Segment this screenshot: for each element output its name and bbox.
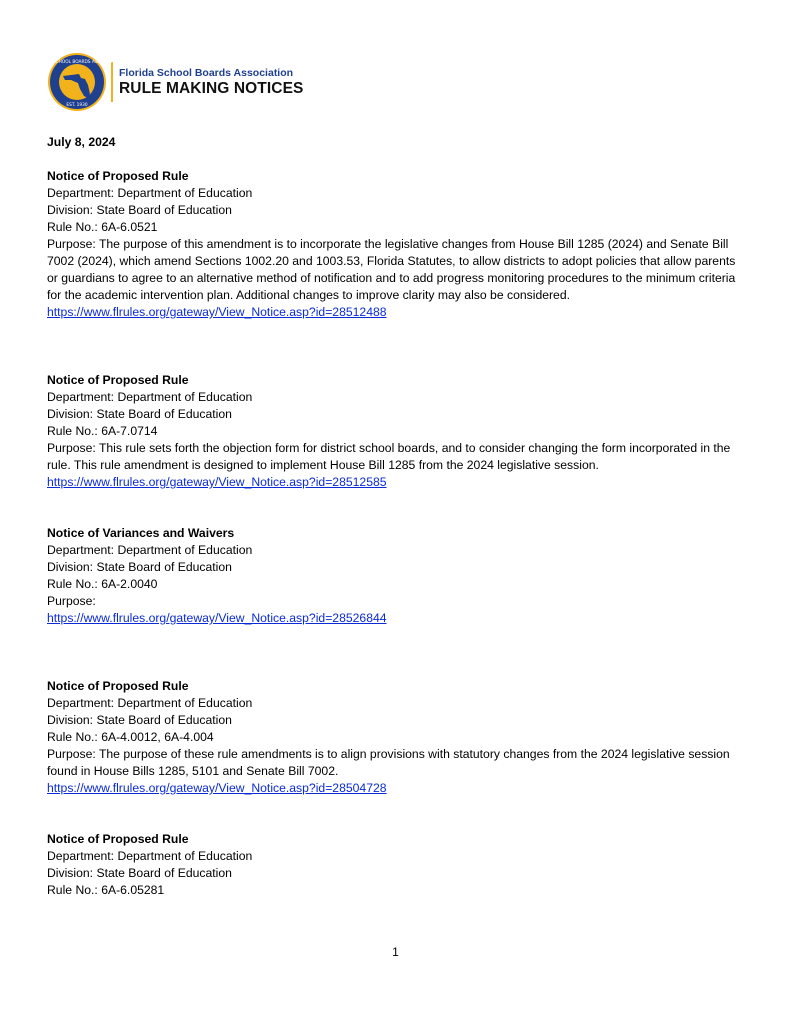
notice-division: Division: State Board of Education	[47, 407, 232, 421]
seal-established-text: EST. 1930	[66, 103, 88, 108]
notice-purpose: Purpose: The purpose of this amendment is to incorporate the legislative changes from House Bill 1285 (2024) and Senate Bill 7002 (2024), which amend Sections 1002.20 and 1003.53, Florida Statutes, to allow districts to adopt policies that allow parents or guardians to agree to an alternative method of notification and to add progress monitoring procedures to the minimum criteria for the academic intervention plan. Additional changes to improve clarity may also be considered.	[47, 237, 736, 302]
notices-content	[47, 134, 747, 899]
notice-department: Department: Department of Education	[47, 186, 253, 200]
notice-division: Division: State Board of Education	[47, 560, 232, 574]
notice-title: Notice of Proposed Rule	[47, 169, 189, 183]
brand-block	[111, 62, 303, 102]
document-title: RULE MAKING NOTICES	[119, 79, 304, 97]
notice-purpose: Purpose:	[47, 594, 96, 608]
notice-department: Department: Department of Education	[47, 696, 253, 710]
notice-date: July 8, 2024	[47, 135, 116, 149]
notice-rule-number: Rule No.: 6A-6.05281	[47, 883, 165, 897]
header	[32, 52, 304, 112]
notice-title: Notice of Proposed Rule	[47, 373, 189, 387]
notice-department: Department: Department of Education	[47, 543, 253, 557]
notice-department: Department: Department of Education	[47, 390, 253, 404]
notice-item	[47, 525, 747, 627]
notice-item	[47, 372, 747, 491]
notice-link[interactable]: https://www.flrules.org/gateway/View_Notice.asp?id=28512585	[47, 475, 387, 489]
notice-rule-number: Rule No.: 6A-4.0012, 6A-4.004	[47, 730, 214, 744]
notice-purpose: Purpose: This rule sets forth the objection form for district school boards, and to consider changing the form incorporated in the rule. This rule amendment is designed to implement House Bill 1285 from the 2024 legislative session.	[47, 441, 731, 472]
notice-rule-number: Rule No.: 6A-7.0714	[47, 424, 158, 438]
notice-rule-number: Rule No.: 6A-2.0040	[47, 577, 158, 591]
notice-title: Notice of Variances and Waivers	[47, 526, 235, 540]
notice-division: Division: State Board of Education	[47, 866, 232, 880]
notice-title: Notice of Proposed Rule	[47, 679, 189, 693]
notice-division: Division: State Board of Education	[47, 203, 232, 217]
page-number: 1	[392, 945, 399, 959]
fsba-seal-logo	[32, 52, 122, 112]
notice-link[interactable]: https://www.flrules.org/gateway/View_Notice.asp?id=28512488	[47, 305, 387, 319]
notice-rule-number: Rule No.: 6A-6.0521	[47, 220, 158, 234]
notice-item	[47, 678, 747, 797]
notice-link[interactable]: https://www.flrules.org/gateway/View_Notice.asp?id=28504728	[47, 781, 387, 795]
notice-title: Notice of Proposed Rule	[47, 832, 189, 846]
org-name: Florida School Boards Association	[119, 66, 294, 79]
notice-item	[47, 831, 747, 899]
notice-purpose: Purpose: The purpose of these rule amendments is to align provisions with statutory changes from the 2024 legislative session found in House Bills 1285, 5101 and Senate Bill 7002.	[47, 747, 730, 778]
notice-department: Department: Department of Education	[47, 849, 253, 863]
seal-text: FLORIDA SCHOOL BOARDS ASSOCIATION	[32, 60, 122, 65]
notice-link[interactable]: https://www.flrules.org/gateway/View_Notice.asp?id=28526844	[47, 611, 387, 625]
notice-item	[47, 168, 747, 321]
notice-division: Division: State Board of Education	[47, 713, 232, 727]
